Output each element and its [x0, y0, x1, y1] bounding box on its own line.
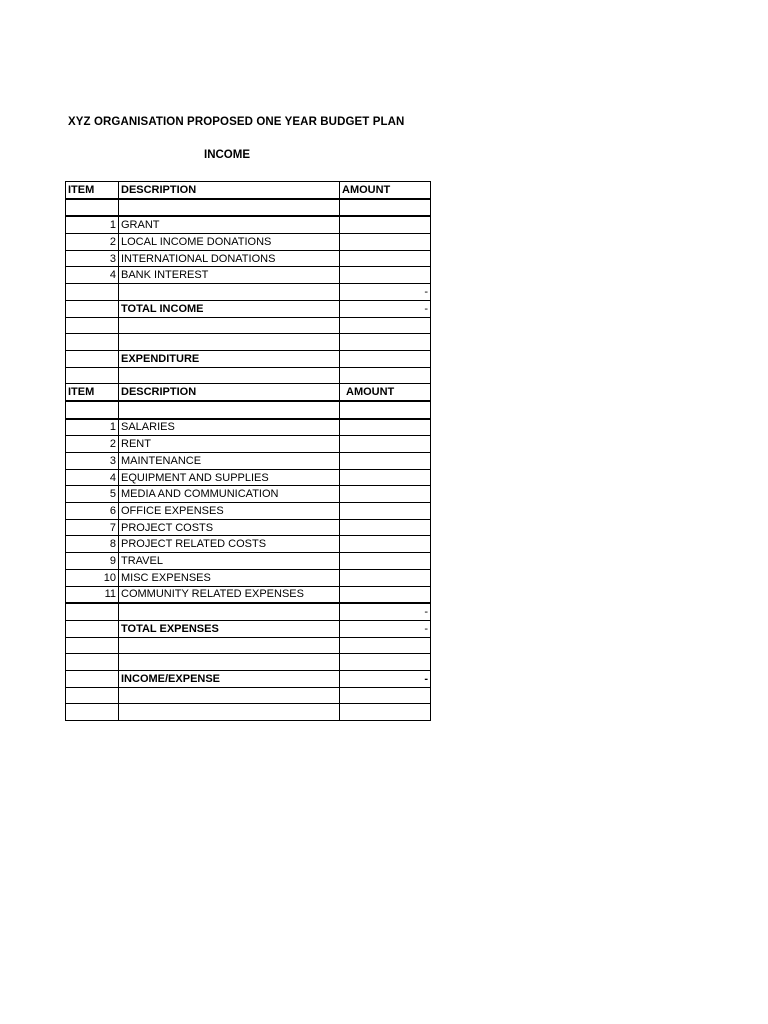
total-expenses-label: TOTAL EXPENSES — [119, 620, 340, 637]
blank-row — [66, 401, 431, 419]
item-amount — [340, 419, 431, 436]
item-number: 1 — [66, 419, 119, 436]
item-amount — [340, 536, 431, 553]
item-number: 3 — [66, 453, 119, 470]
expenditure-heading: EXPENDITURE — [119, 350, 340, 367]
total-expenses-row — [66, 620, 431, 637]
blank-row — [66, 637, 431, 654]
item-number: 2 — [66, 436, 119, 453]
item-number: 10 — [66, 569, 119, 586]
item-cell — [66, 350, 119, 367]
item-number: 3 — [66, 250, 119, 267]
balance-label: INCOME/EXPENSE — [119, 670, 340, 687]
item-amount — [340, 216, 431, 233]
expense-subtotal-row — [66, 603, 431, 620]
item-cell — [66, 284, 119, 301]
item-header: ITEM — [66, 384, 119, 401]
item-number: 4 — [66, 469, 119, 486]
blank-row — [66, 687, 431, 704]
blank-row — [66, 654, 431, 671]
amount-cell — [340, 637, 431, 654]
amount-cell — [340, 334, 431, 351]
item-amount — [340, 519, 431, 536]
amount-cell — [340, 401, 431, 419]
item-amount — [340, 586, 431, 603]
item-cell — [66, 654, 119, 671]
item-cell — [66, 199, 119, 217]
description-cell — [119, 334, 340, 351]
expense-row — [66, 586, 431, 603]
item-number: 1 — [66, 216, 119, 233]
balance-value: - — [340, 670, 431, 687]
item-description: MISC EXPENSES — [119, 569, 340, 586]
description-cell — [119, 317, 340, 334]
item-description: EQUIPMENT AND SUPPLIES — [119, 469, 340, 486]
description-cell — [119, 199, 340, 217]
income-row — [66, 234, 431, 251]
amount-cell — [340, 704, 431, 721]
expenditure-heading-row — [66, 350, 431, 367]
item-cell — [66, 317, 119, 334]
item-amount — [340, 436, 431, 453]
item-number: 7 — [66, 519, 119, 536]
item-amount — [340, 469, 431, 486]
amount-cell — [340, 350, 431, 367]
description-cell — [119, 284, 340, 301]
description-cell — [119, 637, 340, 654]
item-amount — [340, 569, 431, 586]
expense-row — [66, 553, 431, 570]
item-number: 5 — [66, 486, 119, 503]
income-subtotal-value: - — [340, 284, 431, 301]
amount-cell — [340, 317, 431, 334]
item-number: 8 — [66, 536, 119, 553]
expense-row — [66, 453, 431, 470]
income-heading: INCOME — [204, 149, 250, 161]
item-cell — [66, 300, 119, 317]
document-title: XYZ ORGANISATION PROPOSED ONE YEAR BUDGET PLAN — [68, 116, 405, 128]
item-description: COMMUNITY RELATED EXPENSES — [119, 586, 340, 603]
amount-cell — [340, 199, 431, 217]
expense-subtotal-value: - — [340, 603, 431, 620]
description-cell — [119, 603, 340, 620]
item-amount — [340, 234, 431, 251]
income-row — [66, 267, 431, 284]
item-description: OFFICE EXPENSES — [119, 503, 340, 520]
item-header: ITEM — [66, 182, 119, 199]
item-number: 6 — [66, 503, 119, 520]
item-number: 4 — [66, 267, 119, 284]
item-description: PROJECT RELATED COSTS — [119, 536, 340, 553]
item-description: RENT — [119, 436, 340, 453]
item-description: INTERNATIONAL DONATIONS — [119, 250, 340, 267]
item-description: MAINTENANCE — [119, 453, 340, 470]
item-description: LOCAL INCOME DONATIONS — [119, 234, 340, 251]
item-amount — [340, 267, 431, 284]
item-description: MEDIA AND COMMUNICATION — [119, 486, 340, 503]
blank-row — [66, 334, 431, 351]
blank-row — [66, 199, 431, 217]
item-cell — [66, 620, 119, 637]
item-cell — [66, 670, 119, 687]
item-description: GRANT — [119, 216, 340, 233]
income-row — [66, 250, 431, 267]
item-cell — [66, 603, 119, 620]
amount-cell — [340, 654, 431, 671]
item-cell — [66, 367, 119, 384]
description-cell — [119, 654, 340, 671]
item-amount — [340, 453, 431, 470]
income-header-row — [66, 182, 431, 199]
blank-row — [66, 317, 431, 334]
expense-row — [66, 536, 431, 553]
description-cell — [119, 704, 340, 721]
item-cell — [66, 704, 119, 721]
expense-row — [66, 519, 431, 536]
budget-table — [65, 181, 431, 721]
total-expenses-value: - — [340, 620, 431, 637]
income-row — [66, 216, 431, 233]
item-amount — [340, 486, 431, 503]
balance-row — [66, 670, 431, 687]
expense-row — [66, 469, 431, 486]
expense-row — [66, 503, 431, 520]
description-cell — [119, 367, 340, 384]
amount-header: AMOUNT — [340, 384, 431, 401]
description-header: DESCRIPTION — [119, 182, 340, 199]
amount-cell — [340, 687, 431, 704]
item-description: PROJECT COSTS — [119, 519, 340, 536]
item-number: 9 — [66, 553, 119, 570]
expense-row — [66, 486, 431, 503]
item-number: 2 — [66, 234, 119, 251]
item-amount — [340, 553, 431, 570]
description-cell — [119, 687, 340, 704]
income-subtotal-row — [66, 284, 431, 301]
item-cell — [66, 637, 119, 654]
blank-row — [66, 704, 431, 721]
expense-row — [66, 419, 431, 436]
item-description: BANK INTEREST — [119, 267, 340, 284]
item-amount — [340, 250, 431, 267]
description-cell — [119, 401, 340, 419]
amount-cell — [340, 367, 431, 384]
total-income-row — [66, 300, 431, 317]
expenditure-header-row — [66, 384, 431, 401]
description-header: DESCRIPTION — [119, 384, 340, 401]
item-description: TRAVEL — [119, 553, 340, 570]
total-income-label: TOTAL INCOME — [119, 300, 340, 317]
item-cell — [66, 401, 119, 419]
expense-row — [66, 569, 431, 586]
item-cell — [66, 687, 119, 704]
item-description: SALARIES — [119, 419, 340, 436]
amount-header: AMOUNT — [340, 182, 431, 199]
item-number: 11 — [66, 586, 119, 603]
total-income-value: - — [340, 300, 431, 317]
expense-row — [66, 436, 431, 453]
item-cell — [66, 334, 119, 351]
blank-row — [66, 367, 431, 384]
item-amount — [340, 503, 431, 520]
